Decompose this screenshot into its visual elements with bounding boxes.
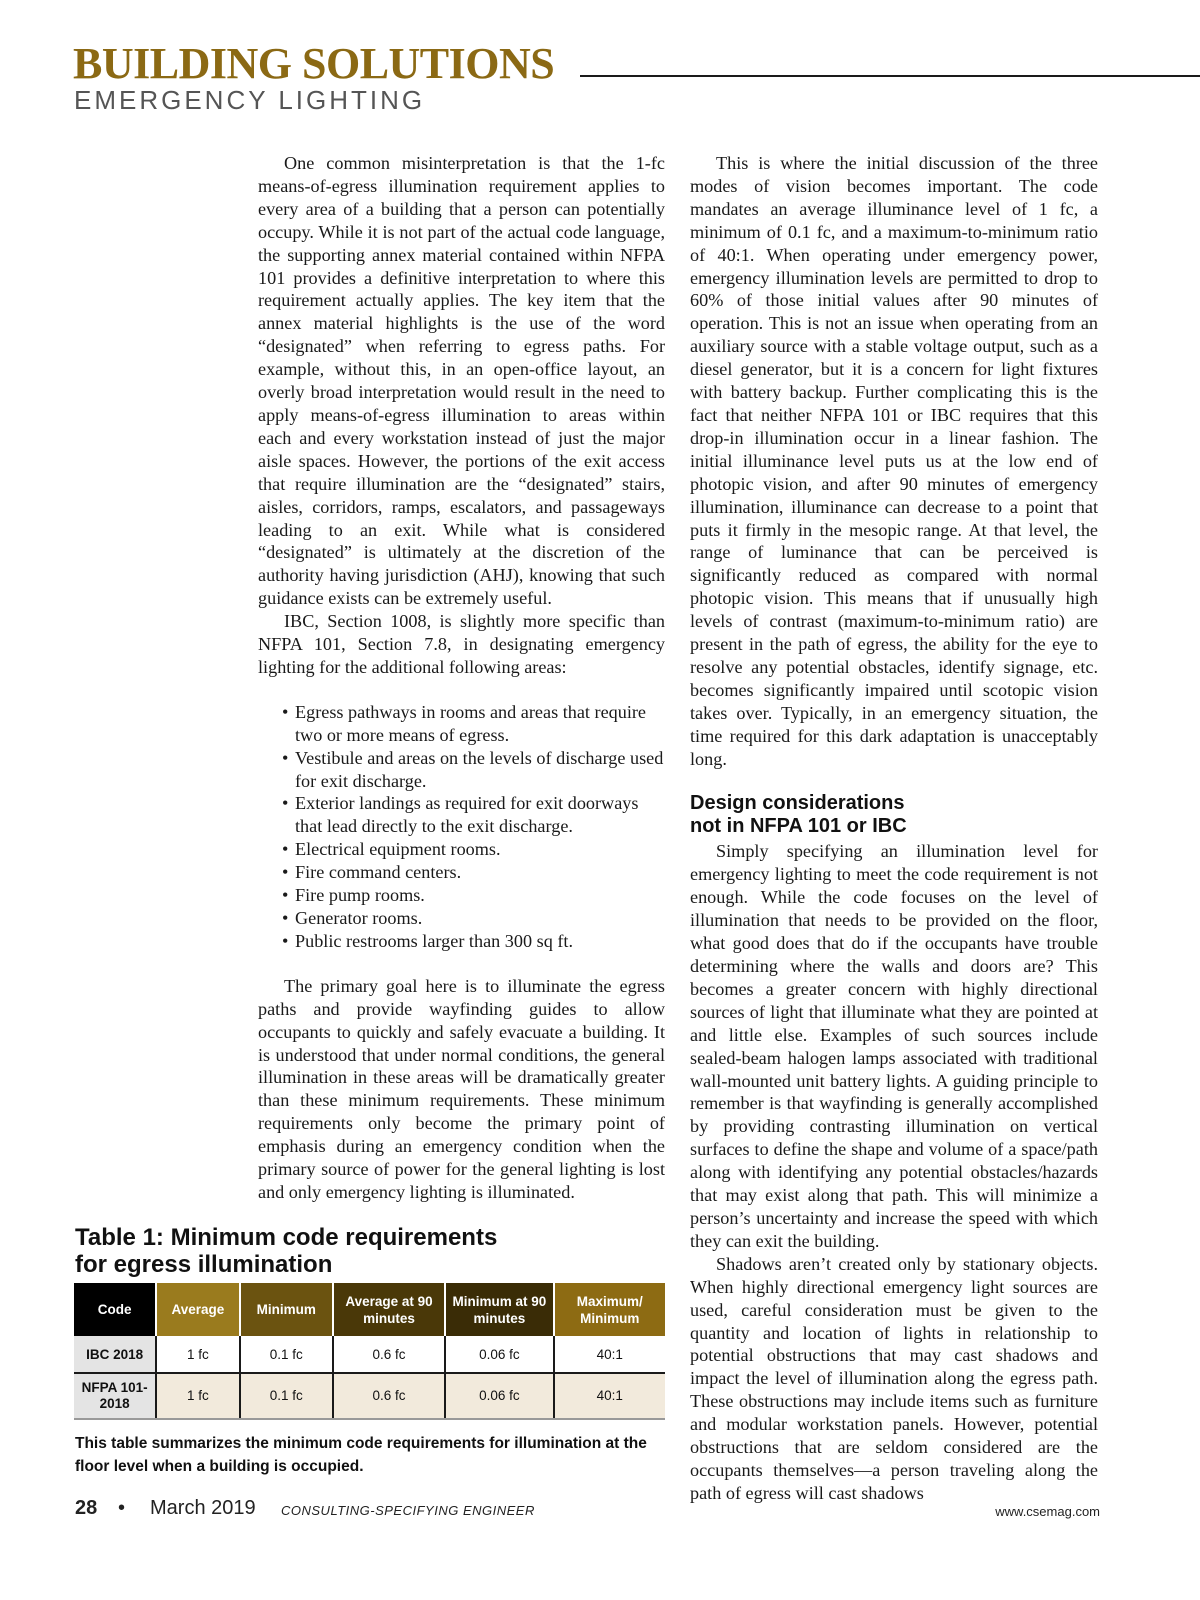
table-row bbox=[74, 1336, 665, 1373]
list-item: • Fire command centers. bbox=[282, 861, 665, 884]
left-paragraph-3: The primary goal here is to illuminate the egress paths and provide wayfinding guides to allow occupants to quickly and safely evacuate a building. It is understood that under normal conditions, the general illumination in these areas will be dramatically greater than these minimum requirements. These minimum requirements only become the primary point of emphasis during an emergency condition when the primary source of power for the general lighting is lost and only emergency lighting is illuminated. bbox=[258, 975, 665, 1202]
magazine-name: CONSULTING-SPECIFYING ENGINEER bbox=[281, 1503, 535, 1518]
table-title-line-2: for egress illumination bbox=[75, 1251, 333, 1278]
right-paragraph-3: Shadows aren’t created only by stationary objects. When highly directional emergency light sources are used, careful consideration must be given to the quantity and location of lights in relationship to potential obstructions that may cast shadows and impact the level of illumination along the egress path. These obstructions may include items such as furniture and modular workstation panels. However, potential obstructions that are seldom considered are the occupants themselves—a person traveling along the path of egress will cast shadows bbox=[690, 1253, 1098, 1503]
header-rule bbox=[580, 75, 1200, 77]
heading-line-2: not in NFPA 101 or IBC bbox=[690, 815, 907, 838]
cell-minimum: 0.1 fc bbox=[240, 1373, 333, 1419]
left-paragraph-1: One common misinterpretation is that the 1-fc means-of-egress illumination requirement applies to every area of a building that a person can potentially occupy. While it is not part of the actual code language, the supporting annex material contained within NFPA 101 provides a definitive interpretation to where this requirement actually applies. The key item that the annex material highlights is the use of the word “designated” when referring to egress paths. For example, without this, in an open-office layout, an overly broad interpretation would result in the need to apply means-of-egress illumination to areas within each and every workstation instead of just the major aisle spaces. However, the portions of the exit access that require illumination are the “designated” stairs, aisles, corridors, ramps, escalators, and passageways leading to an exit. While what is considered “designated” is ultimately at the discretion of the authority having jurisdiction (AHJ), knowing that such guidance exists can be extremely useful. bbox=[258, 153, 665, 609]
right-paragraph-2: Simply specifying an illumination level for emergency lighting to meet the code requirement is not enough. While the code focuses on the level of illumination that needs to be provided on the floor, what good does that do if the occupants have trouble determining where the walls and doors are? This becomes a greater concern with highly directional sources of light that illuminate what they are pointed at and little else. Examples of such sources include sealed-beam halogen lamps associated with traditional wall-mounted unit battery lights. A guiding principle to remember is that wayfinding is generally accomplished by providing contrasting illumination on vertical surfaces to define the shape and volume of a space/path along with identifying any potential obstacles/hazards that may exist along that path. This will minimize a person’s uncertainty and increase the speed with which they can exit the building. bbox=[690, 841, 1098, 1251]
cell-average-90: 0.6 fc bbox=[333, 1336, 445, 1373]
list-item: • Vestibule and areas on the levels of discharge used for exit discharge. bbox=[282, 747, 665, 793]
issue-date: March 2019 bbox=[150, 1497, 256, 1519]
right-column bbox=[690, 152, 1098, 1505]
header-average-90: Average at 90 minutes bbox=[333, 1283, 445, 1336]
heading-line-1: Design considerations bbox=[690, 792, 905, 815]
list-item: • Electrical equipment rooms. bbox=[282, 838, 665, 861]
table-title bbox=[75, 1224, 635, 1278]
cell-average-90: 0.6 fc bbox=[333, 1373, 445, 1419]
cell-ratio: 40:1 bbox=[554, 1373, 665, 1419]
page-number: 28 bbox=[75, 1497, 98, 1519]
right-paragraph-1: This is where the initial discussion of the three modes of vision becomes important. The code mandates an average illuminance level of 1 fc, a minimum of 0.1 fc, and a maximum-to-minimum ratio of 40:1. When operating under emergency power, emergency illumination levels are permitted to drop to 60% of those initial values after 90 minutes of operation. This is not an issue when operating from an auxiliary source with a stable voltage output, such as a diesel generator, but it is a concern for light fixtures with battery backup. Further complicating this is the fact that neither NFPA 101 or IBC requires that this drop-in illumination occur in a linear fashion. The initial illuminance level puts us at the low end of photopic vision, and after 90 minutes of emergency illumination, illuminance can decrease to a point that puts it firmly in the mesopic range. At that level, the range of luminance that can be perceived is significantly reduced as compared with normal photopic vision. This means that if unusually high levels of contrast (maximum-to-minimum ratio) are present in the path of egress, the ability for the eye to resolve any potential obstacles, identify signage, etc. becomes significantly impaired until scotopic vision takes over. Typically, in an emergency situation, the time required for this dark adaptation is unacceptably long. bbox=[690, 153, 1098, 769]
header-minimum: Minimum bbox=[240, 1283, 333, 1336]
section-title: BUILDING SOLUTIONS bbox=[73, 39, 555, 88]
header-code: Code bbox=[74, 1283, 156, 1336]
list-item: • Generator rooms. bbox=[282, 907, 665, 930]
section-subtitle: EMERGENCY LIGHTING bbox=[74, 85, 426, 115]
designated-areas-list bbox=[258, 701, 665, 953]
cell-minimum: 0.1 fc bbox=[240, 1336, 333, 1373]
list-item: • Fire pump rooms. bbox=[282, 884, 665, 907]
list-item: • Exterior landings as required for exit doorways that lead directly to the exit discharge. bbox=[282, 792, 665, 838]
website-link[interactable]: www.csemag.com bbox=[995, 1504, 1100, 1519]
cell-minimum-90: 0.06 fc bbox=[445, 1373, 553, 1419]
table-row bbox=[74, 1373, 665, 1419]
header-minimum-90: Minimum at 90 minutes bbox=[445, 1283, 553, 1336]
cell-ratio: 40:1 bbox=[554, 1336, 665, 1373]
table-caption: This table summarizes the minimum code requirements for illumination at the floor level when a building is occupied. bbox=[75, 1435, 647, 1475]
cell-average: 1 fc bbox=[156, 1336, 239, 1373]
egress-requirements-table bbox=[74, 1283, 665, 1420]
table-header-row bbox=[74, 1283, 665, 1336]
cell-average: 1 fc bbox=[156, 1373, 239, 1419]
cell-code: NFPA 101-2018 bbox=[74, 1373, 156, 1419]
header-max-min-ratio: Maximum/ Minimum bbox=[554, 1283, 665, 1336]
left-column bbox=[258, 152, 665, 1204]
page-footer bbox=[75, 1497, 1100, 1523]
table-title-line-1: Table 1: Minimum code requirements bbox=[75, 1224, 498, 1251]
cell-code: IBC 2018 bbox=[74, 1336, 156, 1373]
cell-minimum-90: 0.06 fc bbox=[445, 1336, 553, 1373]
left-paragraph-2: IBC, Section 1008, is slightly more specific than NFPA 101, Section 7.8, in designating emergency lighting for the additional following areas: bbox=[258, 611, 665, 677]
list-item: • Public restrooms larger than 300 sq ft. bbox=[282, 930, 665, 953]
footer-separator: • bbox=[118, 1497, 126, 1519]
design-considerations-heading bbox=[690, 792, 1098, 838]
header-average: Average bbox=[156, 1283, 239, 1336]
list-item: • Egress pathways in rooms and areas that require two or more means of egress. bbox=[282, 701, 665, 747]
